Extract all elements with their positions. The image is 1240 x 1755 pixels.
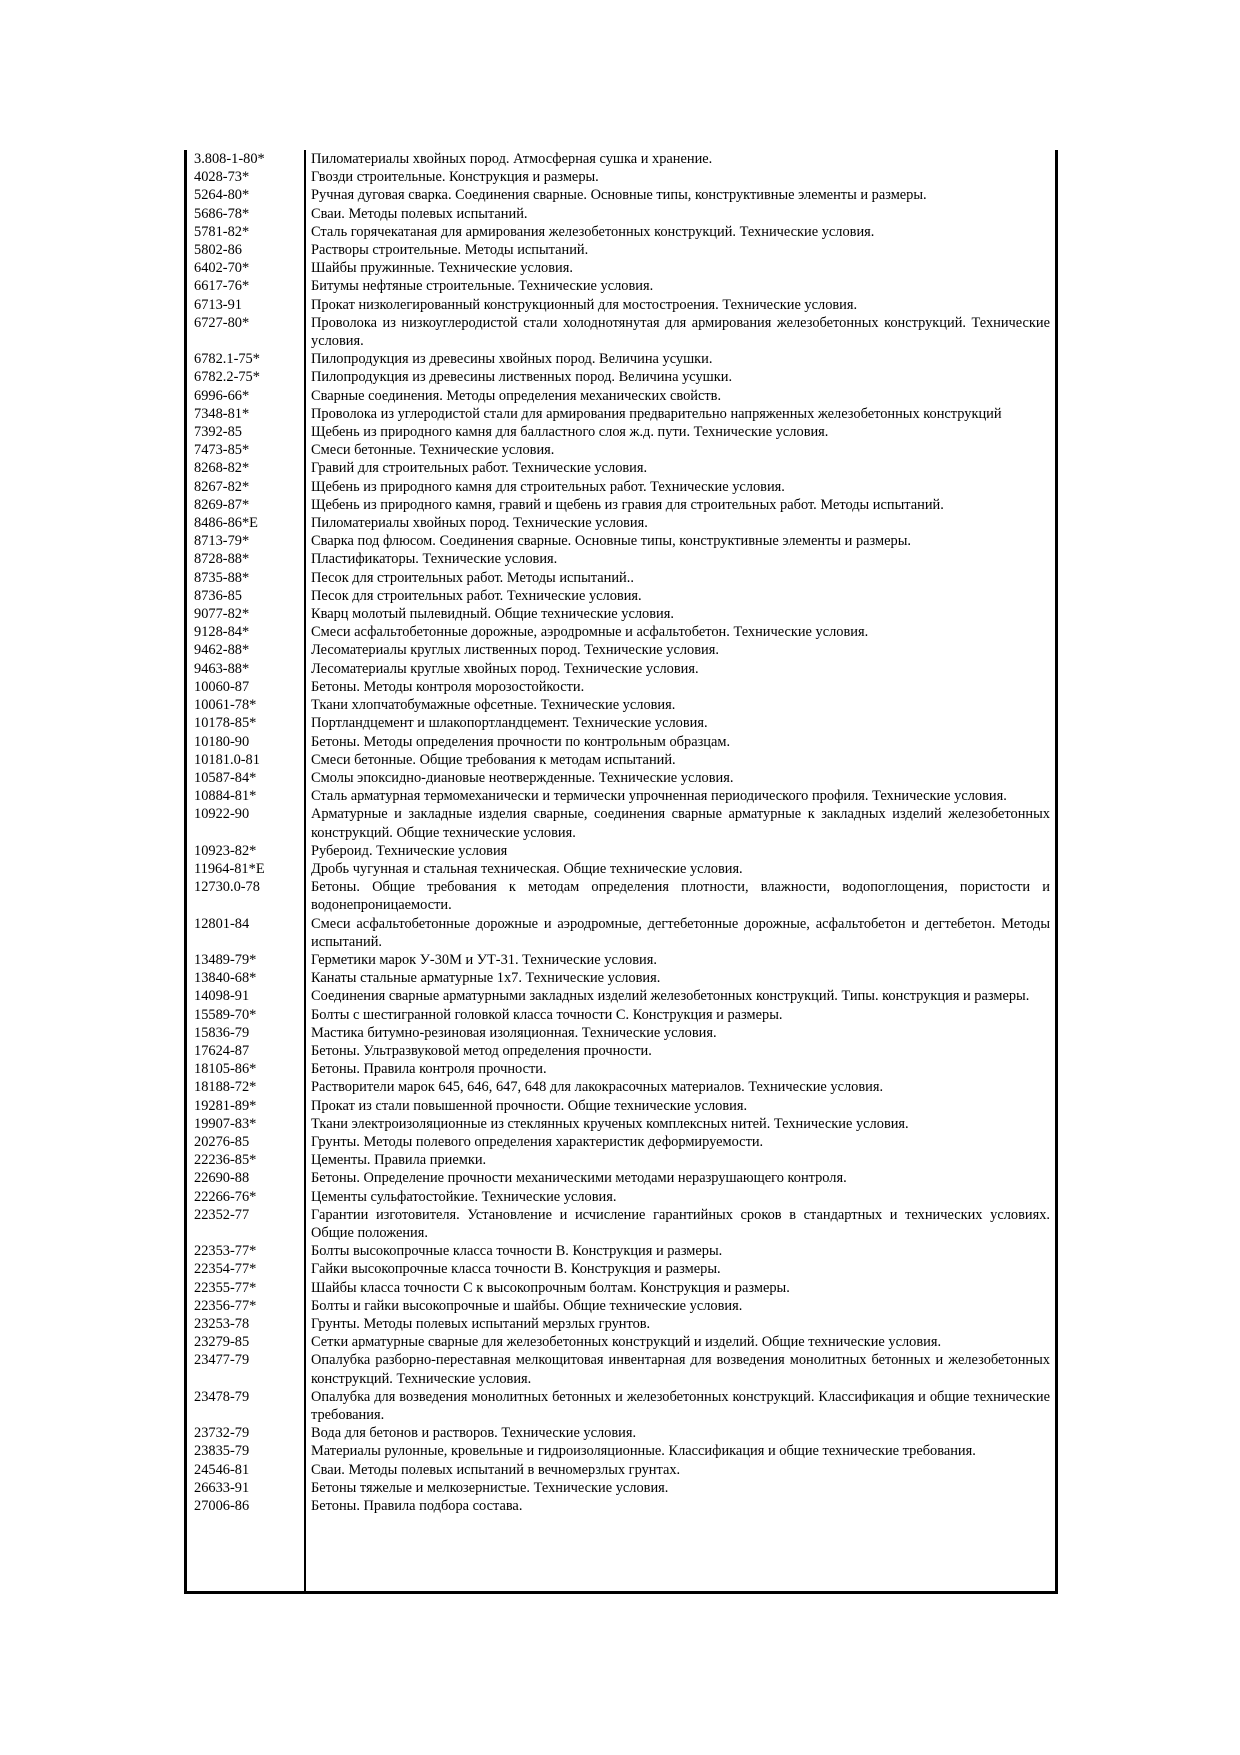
table-row	[187, 277, 1055, 295]
standard-code: 10181.0-81	[194, 751, 260, 768]
table-row	[187, 860, 1055, 878]
table-row	[187, 405, 1055, 423]
standard-title: Соединения сварные арматурными закладных изделий железобетонных конструкций. Типы. конструкция и размеры.	[311, 988, 1030, 1005]
standard-code: 10178-85*	[194, 715, 257, 732]
table-row	[187, 387, 1055, 405]
standard-title: Болты высокопрочные класса точности В. Конструкция и размеры.	[311, 1243, 723, 1260]
standard-code: 22266-76*	[194, 1188, 257, 1205]
table-row	[187, 641, 1055, 659]
standard-title: Пиломатериалы хвойных пород. Технические условия.	[311, 515, 648, 532]
standard-code: 22352-77	[194, 1206, 250, 1223]
table-row	[187, 1315, 1055, 1333]
standard-title: Цементы. Правила приемки.	[311, 1152, 487, 1169]
standard-code: 6713-91	[194, 296, 242, 313]
table-row	[187, 1078, 1055, 1096]
table-row	[187, 1388, 1055, 1424]
table-row	[187, 1115, 1055, 1133]
standard-title: Ткани хлопчатобумажные офсетные. Технические условия.	[311, 697, 676, 714]
table-row	[187, 368, 1055, 386]
table-row	[187, 623, 1055, 641]
standard-title: Щебень из природного камня, гравий и щебень из гравия для строительных работ. Методы испытаний.	[311, 496, 944, 513]
table-row	[187, 314, 1055, 350]
standard-code: 27006-86	[194, 1498, 250, 1515]
standard-code: 15836-79	[194, 1024, 250, 1041]
standard-code: 9463-88*	[194, 660, 250, 677]
standard-code: 6402-70*	[194, 260, 250, 277]
table-row	[187, 1169, 1055, 1187]
standard-title: Битумы нефтяные строительные. Технические условия.	[311, 278, 654, 295]
standard-code: 23477-79	[194, 1352, 250, 1369]
table-row	[187, 1024, 1055, 1042]
standard-title: Щебень из природного камня для балластного слоя ж.д. пути. Технические условия.	[311, 424, 829, 441]
table-row	[187, 1442, 1055, 1460]
table-row	[187, 842, 1055, 860]
standard-code: 8269-87*	[194, 496, 250, 513]
standard-title: Смеси асфальтобетонные дорожные, аэродромные и асфальтобетон. Технические условия.	[311, 624, 869, 641]
table-row	[187, 205, 1055, 223]
standard-title: Пилопродукция из древесины хвойных пород. Величина усушки.	[311, 351, 713, 368]
standard-title: Пиломатериалы хвойных пород. Атмосферная сушка и хранение.	[311, 151, 713, 167]
standard-code: 8728-88*	[194, 551, 250, 568]
table-row	[187, 241, 1055, 259]
standard-code: 22354-77*	[194, 1261, 257, 1278]
standard-title: Болты и гайки высокопрочные и шайбы. Общие технические условия.	[311, 1297, 743, 1314]
standard-title: Сварные соединения. Методы определения механических свойств.	[311, 387, 722, 404]
table-row	[187, 751, 1055, 769]
table-row	[187, 1461, 1055, 1479]
standard-title: Растворители марок 645, 646, 647, 648 для лакокрасочных материалов. Технические условия.	[311, 1079, 884, 1096]
standard-code: 10180-90	[194, 733, 250, 750]
standard-title: Герметики марок У-30М и УТ-31. Технические условия.	[311, 951, 657, 968]
standard-code: 10060-87	[194, 678, 250, 695]
standard-title: Песок для строительных работ. Методы испытаний..	[311, 569, 634, 586]
standard-title: Гарантии изготовителя. Установление и исчисление гарантийных сроков в стандартных и технических условиях. Общие положения.	[311, 1206, 1050, 1241]
table-row	[187, 569, 1055, 587]
standard-code: 7473-85*	[194, 442, 250, 459]
standard-title: Кварц молотый пылевидный. Общие технические условия.	[311, 606, 674, 623]
standard-code: 23253-78	[194, 1316, 250, 1332]
standard-code: 24546-81	[194, 1461, 250, 1478]
standard-code: 19281-89*	[194, 1097, 257, 1114]
standard-code: 9462-88*	[194, 642, 250, 659]
standard-title: Песок для строительных работ. Технические условия.	[311, 587, 642, 604]
standard-code: 9128-84*	[194, 624, 250, 641]
standard-code: 10922-90	[194, 806, 250, 823]
table-row	[187, 259, 1055, 277]
standard-code: 7348-81*	[194, 405, 250, 422]
standard-title: Бетоны. Методы контроля морозостойкости.	[311, 678, 585, 695]
table-row	[187, 532, 1055, 550]
standard-title: Ручная дуговая сварка. Соединения сварные. Основные типы, конструктивные элементы и размеры.	[311, 187, 927, 204]
standard-code: 4028-73*	[194, 169, 250, 186]
standard-title: Смеси асфальтобетонные дорожные и аэродромные, дегтебетонные дорожные, асфальтобетон и дегтебетон. Методы испытаний.	[311, 915, 1050, 950]
table-row	[187, 805, 1055, 841]
table-row	[187, 769, 1055, 787]
standard-title: Проволока из углеродистой стали для армирования предварительно напряженных железобетонных конструкций	[311, 405, 1002, 422]
standard-code: 8486-86*Е	[194, 515, 258, 532]
standard-code: 9077-82*	[194, 606, 250, 623]
table-row	[187, 478, 1055, 496]
table-row	[187, 1479, 1055, 1497]
standard-title: Арматурные и закладные изделия сварные, соединения сварные арматурные к закладных изделий железобетонных конструкций. Общие технические условия.	[311, 806, 1050, 841]
table-row	[187, 1206, 1055, 1242]
standard-code: 6782.2-75*	[194, 369, 260, 386]
standard-title: Мастика битумно-резиновая изоляционная. Технические условия.	[311, 1024, 717, 1041]
standard-title: Рубероид. Технические условия	[311, 842, 508, 859]
standard-title: Лесоматериалы круглых лиственных пород. Технические условия.	[311, 642, 719, 659]
standard-title: Щебень из природного камня для строительных работ. Технические условия.	[311, 478, 785, 495]
standard-title: Портландцемент и шлакопортландцемент. Технические условия.	[311, 715, 708, 732]
standard-title: Материалы рулонные, кровельные и гидроизоляционные. Классификация и общие технические требования.	[311, 1443, 976, 1460]
standard-title: Лесоматериалы круглые хвойных пород. Технические условия.	[311, 660, 699, 677]
standard-code: 23279-85	[194, 1334, 250, 1351]
table-row	[187, 878, 1055, 914]
standard-code: 13840-68*	[194, 970, 257, 987]
standard-title: Сварка под флюсом. Соединения сварные. Основные типы, конструктивные элементы и размеры.	[311, 533, 911, 550]
standard-title: Пилопродукция из древесины лиственных пород. Величина усушки.	[311, 369, 733, 386]
standard-code: 13489-79*	[194, 951, 257, 968]
table-row	[187, 441, 1055, 459]
table-row	[187, 459, 1055, 477]
table-row	[187, 1042, 1055, 1060]
standard-code: 11964-81*Е	[194, 860, 265, 877]
standard-code: 23835-79	[194, 1443, 250, 1460]
standard-code: 8268-82*	[194, 460, 250, 477]
standard-title: Смеси бетонные. Технические условия.	[311, 442, 555, 459]
standard-code: 10884-81*	[194, 788, 257, 805]
table-row	[187, 951, 1055, 969]
standard-title: Грунты. Методы полевого определения характеристик деформируемости.	[311, 1133, 764, 1150]
table-row	[187, 915, 1055, 951]
standard-title: Смолы эпоксидно-диановые неотвержденные. Технические условия.	[311, 769, 734, 786]
standard-title: Проволока из низкоуглеродистой стали холоднотянутая для армирования железобетонных конструкций. Технические условия.	[311, 314, 1050, 350]
table-row	[187, 150, 1055, 168]
table-row	[187, 550, 1055, 568]
standard-title: Сваи. Методы полевых испытаний.	[311, 205, 528, 222]
standard-title: Растворы строительные. Методы испытаний.	[311, 242, 589, 259]
standard-title: Болты с шестигранной головкой класса точности С. Конструкция и размеры.	[311, 1006, 783, 1023]
standard-title: Сталь арматурная термомеханически и термически упрочненная периодического профиля. Технические условия.	[311, 788, 1007, 805]
standard-code: 15589-70*	[194, 1006, 257, 1023]
table-row	[187, 605, 1055, 623]
table-row	[187, 168, 1055, 186]
table-row	[187, 1279, 1055, 1297]
standard-code: 6996-66*	[194, 387, 250, 404]
standard-code: 6727-80*	[194, 314, 250, 331]
standards-table	[184, 150, 1058, 1594]
standard-code: 12801-84	[194, 915, 250, 932]
standard-title: Шайбы класса точности С к высокопрочным болтам. Конструкция и размеры.	[311, 1279, 790, 1296]
table-row	[187, 987, 1055, 1005]
standard-code: 5802-86	[194, 242, 242, 259]
standard-title: Вода для бетонов и растворов. Технические условия.	[311, 1425, 637, 1442]
table-row	[187, 1333, 1055, 1351]
standard-code: 18105-86*	[194, 1061, 257, 1078]
standard-code: 22236-85*	[194, 1152, 257, 1169]
table-row	[187, 1097, 1055, 1115]
standard-title: Смеси бетонные. Общие требования к методам испытаний.	[311, 751, 676, 768]
standard-title: Сталь горячекатаная для армирования железобетонных конструкций. Технические условия.	[311, 223, 875, 240]
table-row	[187, 186, 1055, 204]
standard-title: Цементы сульфатостойкие. Технические условия.	[311, 1188, 617, 1205]
standard-code: 22355-77*	[194, 1279, 257, 1296]
standard-title: Бетоны. Ультразвуковой метод определения прочности.	[311, 1042, 652, 1059]
standard-code: 3.808-1-80*	[194, 151, 265, 167]
standard-code: 5264-80*	[194, 187, 250, 204]
standard-code: 20276-85	[194, 1133, 250, 1150]
standard-title: Опалубка разборно-переставная мелкощитовая инвентарная для возведения монолитных бетонных и железобетонных конструкций. Технические условия.	[311, 1352, 1050, 1387]
table-row	[187, 1060, 1055, 1078]
standard-code: 6782.1-75*	[194, 351, 260, 368]
standard-code: 23732-79	[194, 1425, 250, 1442]
standard-title: Дробь чугунная и стальная техническая. Общие технические условия.	[311, 860, 743, 877]
standard-code: 12730.0-78	[194, 879, 260, 896]
standard-code: 10587-84*	[194, 769, 257, 786]
table-row	[187, 1188, 1055, 1206]
standard-code: 8713-79*	[194, 533, 250, 550]
standard-title: Опалубка для возведения монолитных бетонных и железобетонных конструкций. Классификация и общие технические требования.	[311, 1388, 1050, 1424]
table-row	[187, 223, 1055, 241]
table-row	[187, 1151, 1055, 1169]
standard-code: 22353-77*	[194, 1243, 257, 1260]
standard-title: Канаты стальные арматурные 1x7. Технические условия.	[311, 970, 661, 987]
table-row	[187, 423, 1055, 441]
standard-code: 14098-91	[194, 988, 250, 1005]
table-row	[187, 696, 1055, 714]
standard-title: Сетки арматурные сварные для железобетонных конструкций и изделий. Общие технические условия.	[311, 1334, 942, 1351]
standard-code: 8736-85	[194, 587, 242, 604]
table-row	[187, 969, 1055, 987]
standard-code: 10061-78*	[194, 697, 257, 714]
table-row	[187, 714, 1055, 732]
standard-title: Прокат низколегированный конструкционный для мостостроения. Технические условия.	[311, 296, 858, 313]
table-row	[187, 660, 1055, 678]
standard-title: Бетоны. Определение прочности механическими методами неразрушающего контроля.	[311, 1170, 847, 1187]
table-row	[187, 1006, 1055, 1024]
table-row	[187, 1424, 1055, 1442]
table-row	[187, 1133, 1055, 1151]
table-row	[187, 296, 1055, 314]
standard-code: 10923-82*	[194, 842, 257, 859]
standard-code: 22356-77*	[194, 1297, 257, 1314]
standard-code: 23478-79	[194, 1388, 250, 1405]
standard-code: 26633-91	[194, 1479, 250, 1496]
table-row	[187, 1497, 1055, 1515]
standard-title: Бетоны. Общие требования к методам определения плотности, влажности, водопоглощения, пористости и водонепроницаемости.	[311, 879, 1050, 914]
standard-title: Пластификаторы. Технические условия.	[311, 551, 558, 568]
standard-title: Бетоны. Методы определения прочности по контрольным образцам.	[311, 733, 731, 750]
standard-code: 8267-82*	[194, 478, 250, 495]
standard-code: 5781-82*	[194, 223, 250, 240]
standard-title: Грунты. Методы полевых испытаний мерзлых грунтов.	[311, 1316, 651, 1332]
table-row	[187, 1351, 1055, 1387]
table-row	[187, 587, 1055, 605]
table-row	[187, 514, 1055, 532]
standard-title: Ткани электроизоляционные из стеклянных крученых комплексных нитей. Технические условия.	[311, 1115, 909, 1132]
table-row	[187, 496, 1055, 514]
standard-code: 6617-76*	[194, 278, 250, 295]
standards-list	[187, 150, 1055, 1515]
standard-title: Шайбы пружинные. Технические условия.	[311, 260, 573, 277]
standard-code: 18188-72*	[194, 1079, 257, 1096]
standard-title: Бетоны. Правила контроля прочности.	[311, 1061, 547, 1078]
standard-title: Гвозди строительные. Конструкция и размеры.	[311, 169, 599, 186]
table-row	[187, 1242, 1055, 1260]
standard-code: 8735-88*	[194, 569, 250, 586]
standard-title: Прокат из стали повышенной прочности. Общие технические условия.	[311, 1097, 748, 1114]
standard-title: Сваи. Методы полевых испытаний в вечномерзлых грунтах.	[311, 1461, 681, 1478]
table-row	[187, 350, 1055, 368]
standard-code: 17624-87	[194, 1042, 250, 1059]
standard-code: 19907-83*	[194, 1115, 257, 1132]
standard-title: Гравий для строительных работ. Технические условия.	[311, 460, 648, 477]
standard-code: 22690-88	[194, 1170, 250, 1187]
table-row	[187, 1260, 1055, 1278]
standard-title: Гайки высокопрочные класса точности В. Конструкция и размеры.	[311, 1261, 721, 1278]
table-row	[187, 678, 1055, 696]
standard-title: Бетоны тяжелые и мелкозернистые. Технические условия.	[311, 1479, 669, 1496]
table-row	[187, 733, 1055, 751]
standard-title: Бетоны. Правила подбора состава.	[311, 1498, 523, 1515]
standard-code: 7392-85	[194, 424, 242, 441]
standard-code: 5686-78*	[194, 205, 250, 222]
table-row	[187, 1297, 1055, 1315]
table-row	[187, 787, 1055, 805]
